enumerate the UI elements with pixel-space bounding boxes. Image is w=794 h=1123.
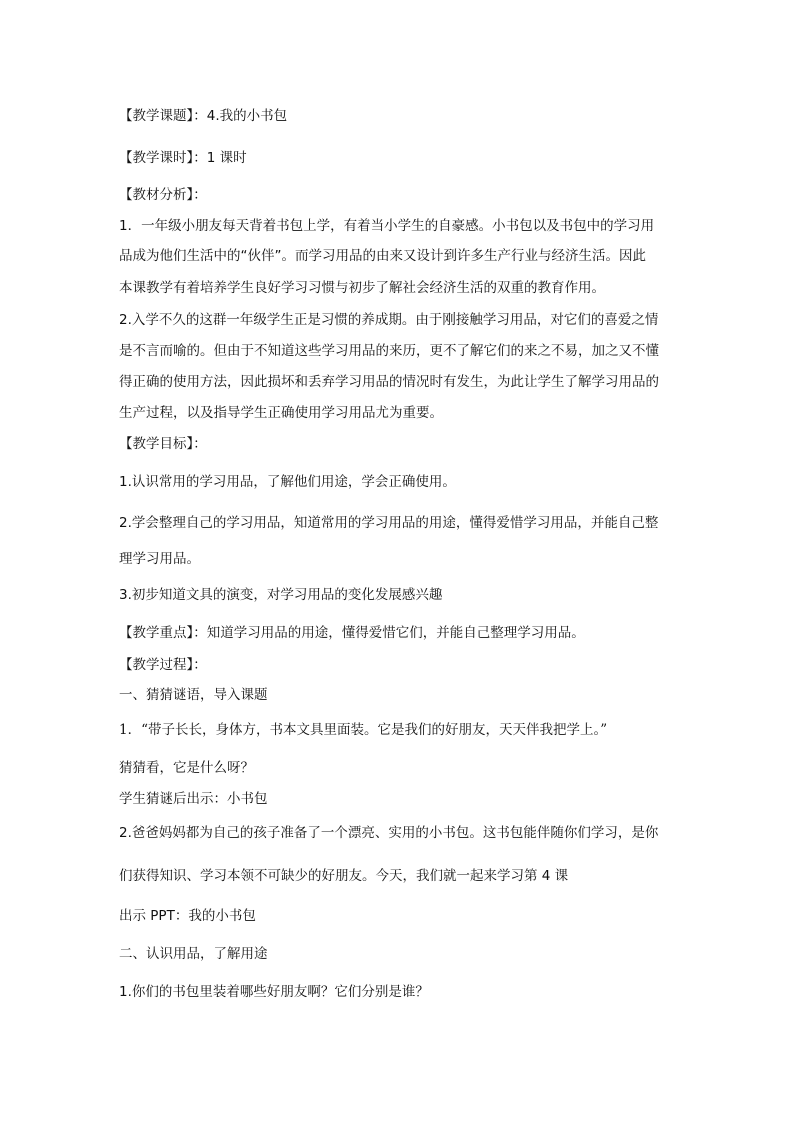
analysis-p1-line: 品成为他们生活中的“伙伴”。而学习用品的由来又设计到许多生产行业与经济生活。因此 [119, 248, 646, 264]
goals-heading: 【教学目标】： [119, 436, 207, 452]
riddle: 1．“带子长长，身体方，书本文具里面装。它是我们的好朋友，天天伴我把学上。” [119, 722, 608, 738]
riddle-question: 猜猜看，它是什么呀？ [119, 760, 254, 776]
analysis-p1-line: 本课教学有着培养学生良好学习习惯与初步了解社会经济生活的双重的教育作用。 [119, 280, 605, 296]
goal-1: 1.认识常用的学习用品，了解他们用途，学会正确使用。 [119, 474, 456, 490]
ppt-note: 出示 PPT：我的小书包 [119, 908, 256, 924]
lesson-title: 【教学课题】：4.我的小书包 [119, 108, 288, 124]
analysis-heading: 【教材分析】： [119, 187, 207, 203]
section2-question-1: 1.你们的书包里装着哪些好朋友啊？它们分别是谁？ [119, 984, 429, 1000]
section1-p2-line: 2.爸爸妈妈都为自己的孩子准备了一个漂亮、实用的小书包。这书包能伴随你们学习，是你 [119, 825, 659, 841]
analysis-p2-line: 是不言而喻的。但由于不知道这些学习用品的来历，更不了解它们的来之不易，加之又不懂 [119, 343, 659, 359]
section1-p2-line: 们获得知识、学习本领不可缺少的好朋友。今天，我们就一起来学习第 4 课 [119, 868, 569, 884]
goal-3: 3.初步知道文具的演变，对学习用品的变化发展感兴趣 [119, 587, 443, 603]
analysis-p2-line: 得正确的使用方法，因此损坏和丢弃学习用品的情况时有发生，为此让学生了解学习用品的 [119, 374, 659, 390]
riddle-answer: 学生猜谜后出示：小书包 [119, 791, 268, 807]
analysis-p2-line: 生产过程，以及指导学生正确使用学习用品尤为重要。 [119, 405, 443, 421]
analysis-p1-line: 1．一年级小朋友每天背着书包上学，有着当小学生的自豪感。小书包以及书包中的学习用 [119, 218, 655, 234]
analysis-p2-line: 2.入学不久的这群一年级学生正是习惯的养成期。由于刚接触学习用品，对它们的喜爱之情 [119, 312, 659, 328]
section1-title: 一、猜猜谜语，导入课题 [119, 687, 268, 703]
key-points: 【教学重点】：知道学习用品的用途，懂得爱惜它们，并能自己整理学习用品。 [119, 625, 585, 641]
lesson-hours: 【教学课时】：1 课时 [119, 150, 247, 166]
process-heading: 【教学过程】： [119, 657, 207, 673]
goal-2-line: 理学习用品。 [119, 551, 200, 567]
goal-2-line: 2.学会整理自己的学习用品，知道常用的学习用品的用途，懂得爱惜学习用品，并能自己整 [119, 515, 659, 531]
section2-title: 二、认识用品，了解用途 [119, 946, 268, 962]
